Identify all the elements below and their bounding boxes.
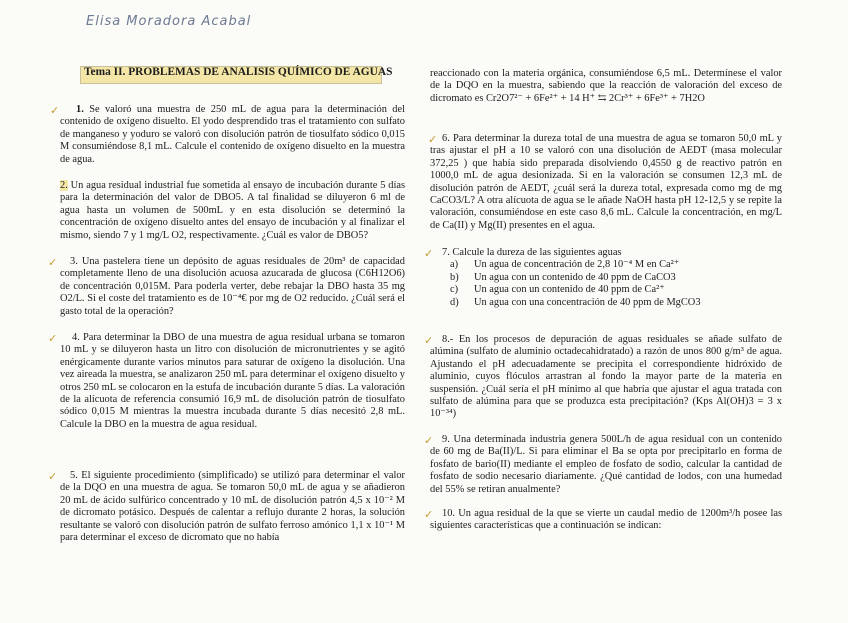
problem-9-number: 9. bbox=[442, 434, 450, 445]
check-mark-4: ✓ bbox=[48, 332, 58, 345]
check-mark-9: ✓ bbox=[424, 434, 434, 447]
check-mark-5: ✓ bbox=[48, 470, 58, 483]
problem-10 bbox=[430, 508, 782, 533]
problem-6-text: Para determinar la dureza total de una muestra de agua se tomaron 50,0 mL y tras ajustar el pH a 10 se valoró con una disolución de AEDT (masa molecular 372,25 ) que había sido preparada disolviendo 0,4550 g de reactivo patrón en 1000,0 mL de agua desionizada. Si en la valoración se consumen 12,3 mL de disolución patrón de AEDT, ¿cuál será la dureza total, expresada como mg de mg CaCO3/L? A otra alícuota de agua se le añade NaOH hasta pH 12-12,5 y se repite la valoración, consumiéndose en este caso 8,6 mL. Calcule la concentración, en mg/L de Ca(II) y Mg(II) presentes en el agua. bbox=[430, 133, 782, 231]
check-mark-10: ✓ bbox=[424, 508, 434, 521]
problem-7-item-d: d) Un agua con una concentración de 40 ppm de MgCO3 bbox=[450, 296, 701, 308]
problem-3 bbox=[60, 256, 405, 318]
problem-6 bbox=[430, 133, 782, 232]
page-title: Tema II. PROBLEMAS DE ANALISIS QUÍMICO DE AGUAS bbox=[84, 66, 393, 78]
problem-7-item-b: b) Un agua con un contenido de 40 ppm de CaCO3 bbox=[450, 271, 676, 283]
problem-7-number: 7. bbox=[442, 247, 450, 258]
problem-9-text: Una determinada industria genera 500L/h de agua residual con un contenido de 60 mg de Ba(II)/L. Si para eliminar el Ba se opta por precipitarlo en forma de fosfato de bario(II) mediante el empleo de fosfato de sodio, calcular la cantidad de fosfato de sodio necesario diariamente. ¿Qué cantidad de lodos, con una humedad del 55% se retiran anualmente? bbox=[430, 434, 782, 495]
title-block bbox=[80, 64, 400, 84]
problem-1-number: 1. bbox=[76, 104, 84, 115]
problem-2-number: 2. bbox=[60, 180, 68, 191]
problem-4-number: 4. bbox=[72, 332, 80, 343]
check-mark-3: ✓ bbox=[48, 256, 58, 269]
check-mark-6: ✓ bbox=[428, 133, 438, 146]
problem-3-text: Una pastelera tiene un depósito de aguas residuales de 20m³ de capacidad completamente lleno de una disolución acuosa azucarada de glucosa (C6H12O6) de concentración 0,015M. Para poderla verter, debe rebajar la DBO hasta 35 mg O2/L. Si el coste del tratamiento es de 10⁻⁴€ por mg de O2 reducido. ¿Cuál será el gasto total de la operación? bbox=[60, 256, 405, 317]
problem-8-number: 8.- bbox=[442, 334, 454, 345]
problem-7-item-c: c) Un agua con un contenido de 40 ppm de Ca²⁺ bbox=[450, 284, 665, 296]
problem-5-continued bbox=[430, 68, 782, 105]
problem-5 bbox=[60, 470, 405, 544]
problem-5-number: 5. bbox=[70, 470, 78, 481]
problem-1 bbox=[60, 104, 405, 166]
problem-5-text: El siguiente procedimiento (simplificado) se utilizó para determinar el valor de la DQO en una muestra de agua. Se tomaron 50,0 mL de agua y se añadieron 20 mL de ácido sulfúrico concentrado y 10 mL de disolución patrón 4,5 x 10⁻² M de dicromato potásico. Después de calentar a reflujo durante 2 horas, la solución resultante se valoró con disolución patrón de sulfato ferroso amónico 1,1 x 10⁻¹ M para determinar el exceso de dicromato que no había bbox=[60, 470, 405, 544]
problem-4 bbox=[60, 332, 405, 431]
problem-1-text: Se valoró una muestra de 250 mL de agua para la determinación del contenido de oxígeno disuelto. El yodo desprendido tras el tratamiento con sulfato de manganeso y yoduro se valoró con disolución patrón de tiosulfato sódico 0,015 M consumiéndose 8,1 mL. Calcule el contenido de oxígeno disuelto en la muestra de agua. bbox=[60, 104, 405, 165]
problem-9 bbox=[430, 434, 782, 496]
check-mark-1: ✓ bbox=[50, 104, 60, 117]
handwritten-name: Elisa Moradora Acabal bbox=[86, 14, 252, 29]
problem-6-number: 6. bbox=[442, 133, 450, 144]
problem-8-text: En los procesos de depuración de aguas residuales se añade sulfato de alúmina (sulfato de aluminio octadecahidratado) a razón de unos 800 g/m³ de agua. Ajustando el pH adecuadamente se precipita el correspondiente hidróxido de aluminio, cuyos flóculos arrastran al fondo la mayor parte de la materia en suspensión. ¿Cuál sería el pH mínimo al que habría que ajustar el agua tratada con sulfato de alúmina para que se produzca esta precipitación? (Kps Al(OH)3 = 3 x 10⁻³⁴) bbox=[430, 334, 782, 420]
problem-7-item-a: a) Un agua de concentración de 2,8 10⁻⁴ M en Ca²⁺ bbox=[450, 259, 680, 271]
problem-7-text: Calcule la dureza de las siguientes aguas bbox=[452, 247, 622, 258]
problem-2-text: Un agua residual industrial fue sometida al ensayo de incubación durante 5 días para la determinación del valor de DBO5. A tal finalidad se diluyeron 6 ml de agua hasta un volumen de 500mL y en esta disolución se determinó la concentración de oxígeno disuelto antes del ensayo de incubación y al finalizar el mismo, siendo 7 y 1 mg/L O2, respectivamente. ¿Cuál es valor de DBO5? bbox=[60, 180, 405, 241]
problem-3-number: 3. bbox=[70, 256, 78, 267]
check-mark-7: ✓ bbox=[424, 247, 434, 260]
problem-4-text: Para determinar la DBO de una muestra de agua residual urbana se tomaron 10 mL y se diluyeron hasta un litro con disolución de micronutrientes y se agitó enérgicamente durante varios minutos para saturar de oxígeno la disolución. Una vez aireada la muestra, se analizaron 250 mL para determinar el oxígeno disuelto y otros 250 mL se colocaron en la estufa de incubación durante 5 días. La valoración de la alícuota de referencia consumió 16,9 mL de disolución patrón de tiosulfato sódico 0,015 M mientras la muestra incubada durante 5 días necesitó 2,8 mL. Calcule la DBO en la muestra de agua residual. bbox=[60, 332, 405, 430]
problem-2 bbox=[60, 180, 405, 242]
problem-10-number: 10. bbox=[442, 508, 455, 519]
problem-8 bbox=[430, 334, 782, 421]
problem-7-list bbox=[430, 259, 782, 309]
problem-5-continued-text: reaccionado con la materia orgánica, consumiéndose 6,5 mL. Determínese el valor de la DQO en la muestra, sabiendo que la reacción de valoración del exceso de dicromato es Cr2O7²⁻ + 6Fe²⁺ + 14 H⁺ ⇆ 2Cr³⁺ + 6Fe³⁺ + 7H2O bbox=[430, 68, 782, 104]
problem-10-text: Un agua residual de la que se vierte un caudal medio de 1200m³/h posee las siguientes características que a continuación se indican: bbox=[430, 508, 782, 532]
problem-7 bbox=[430, 247, 782, 309]
check-mark-8: ✓ bbox=[424, 334, 434, 347]
